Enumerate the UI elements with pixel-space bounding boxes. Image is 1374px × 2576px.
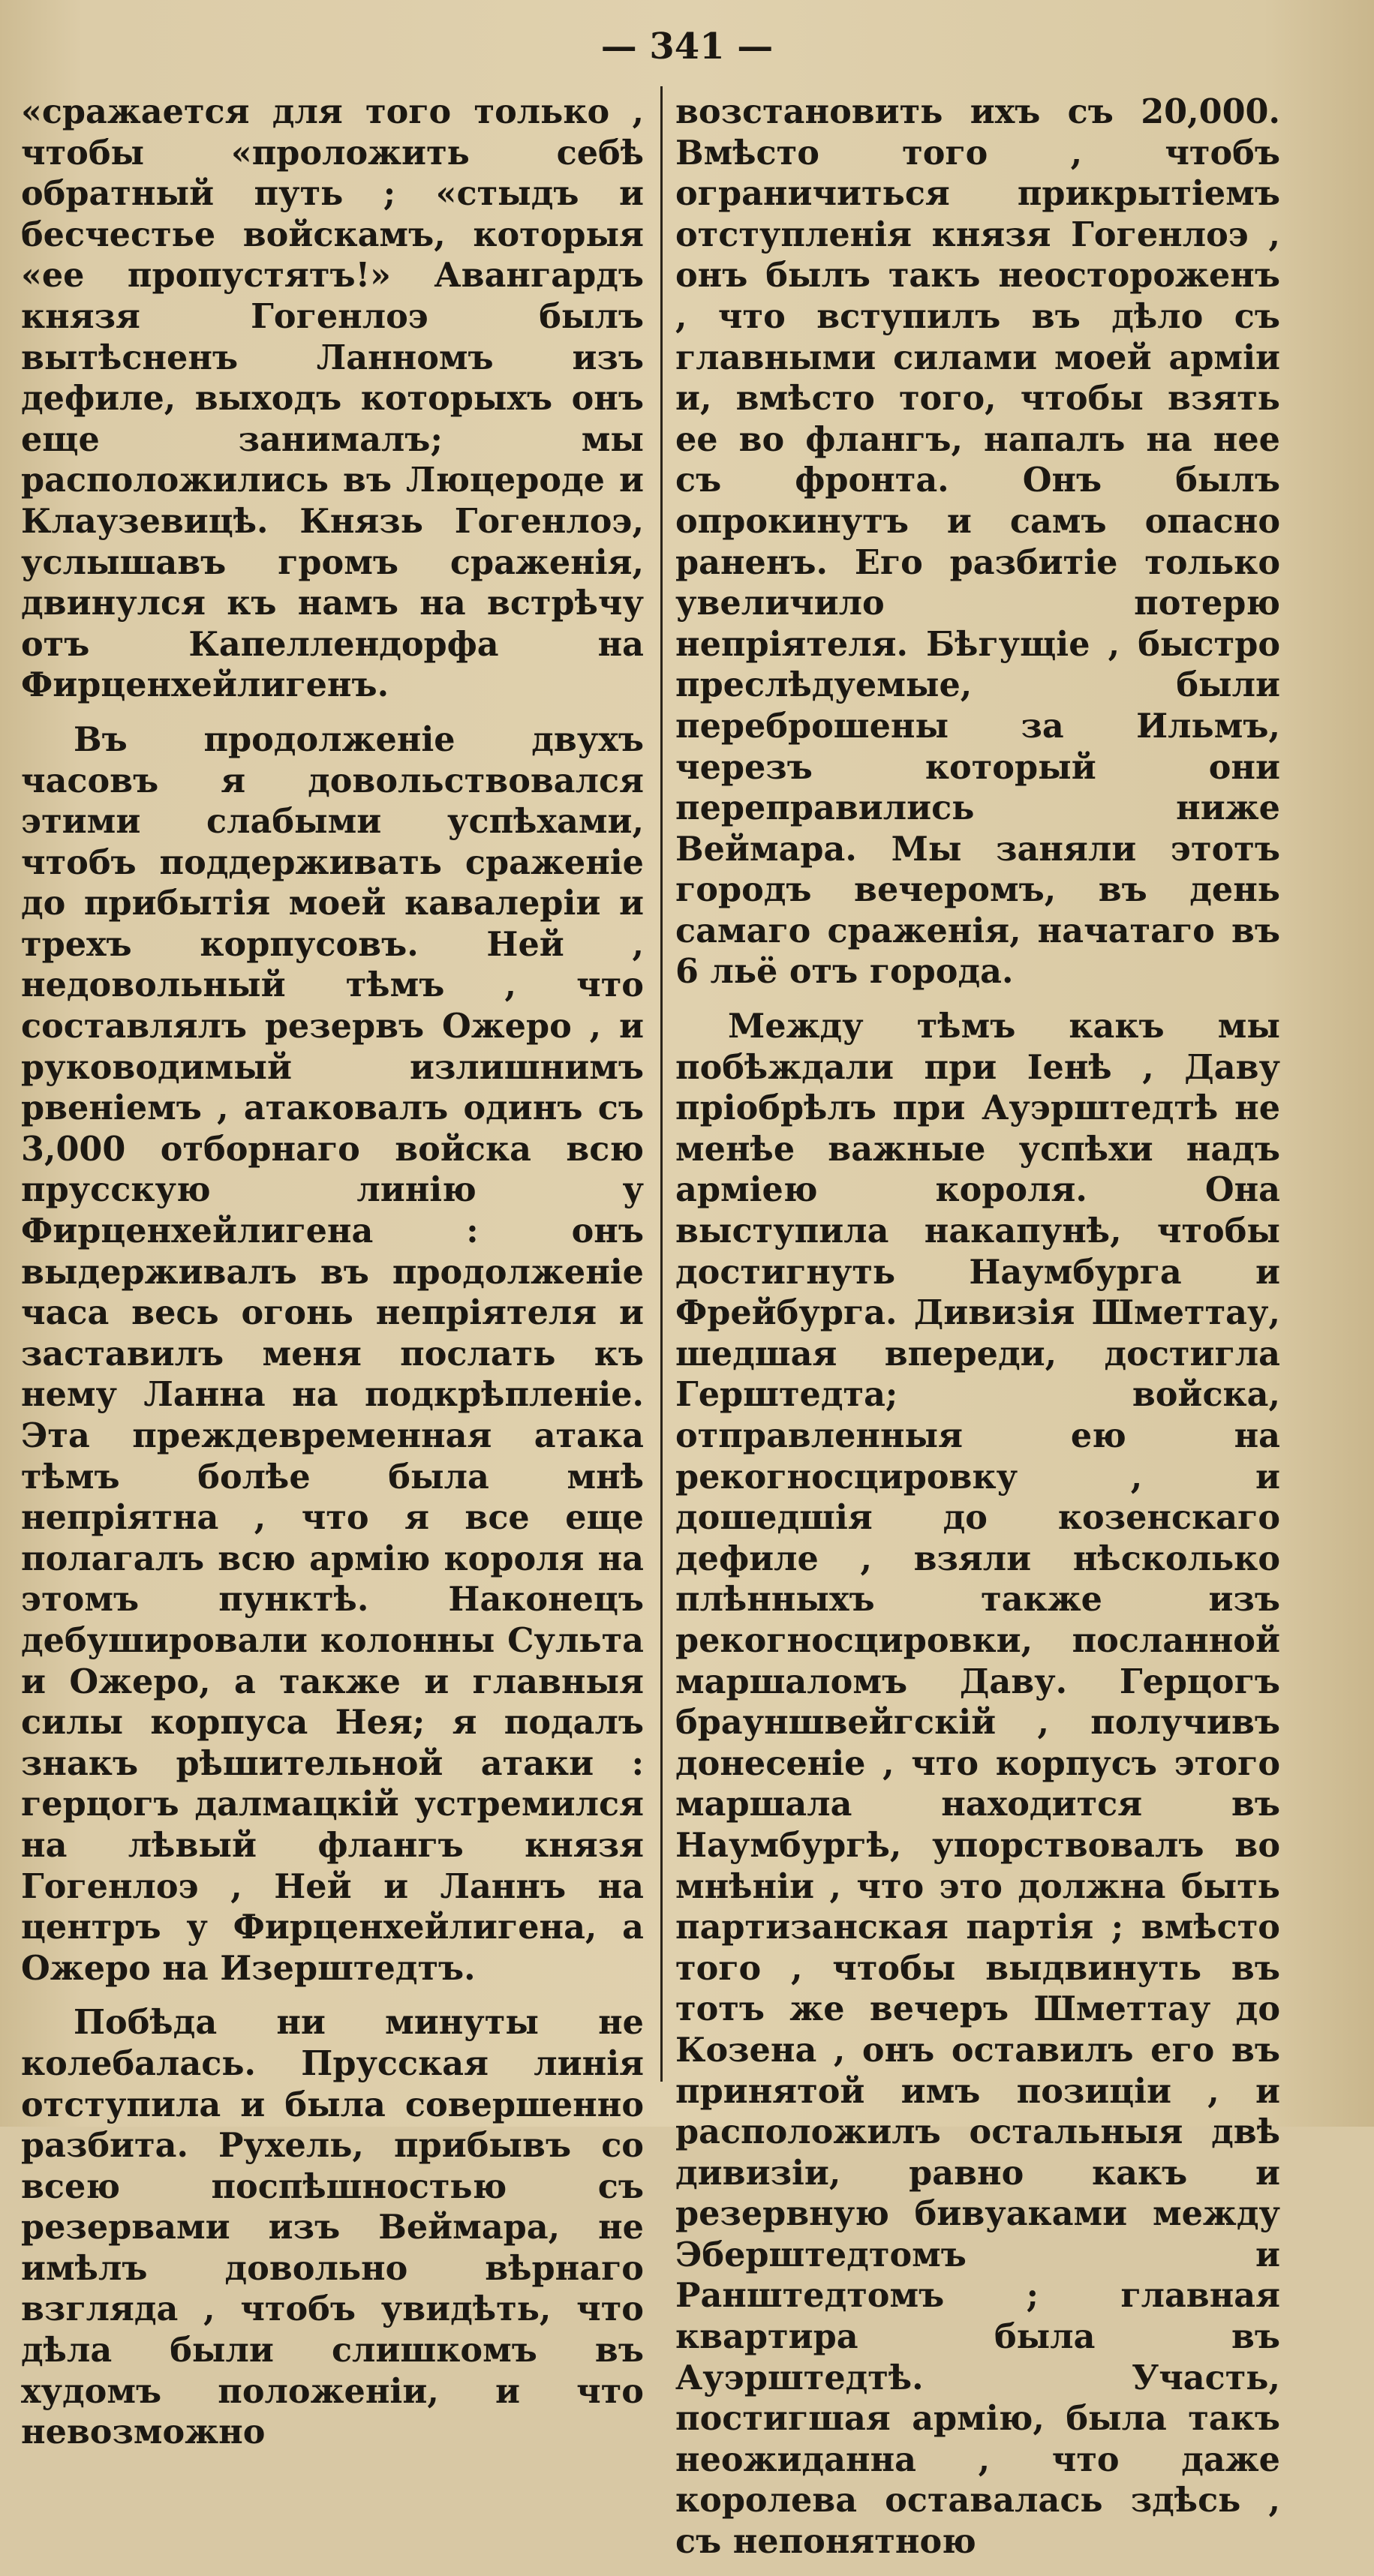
paragraph: Побѣда ни минуты не колебалась. Прусская линія отступила и была совершенно разбита. Рухель, прибывъ со всею поспѣшностью съ резервами изъ Веймара, не имѣлъ довольно вѣрнаго взгляда , чтобъ увидѣть, что дѣла были слишкомъ въ худомъ положеніи, и что невозможно: [21, 2003, 644, 2452]
paragraph: возстановить ихъ съ 20,000. Вмѣсто того , чтобъ ограничиться прикрытіемъ отступленія князя Гогенлоэ , онъ былъ такъ неостороженъ , что вступилъ въ дѣло съ главными силами моей арміи и, вмѣсто того, чтобы взять ее во флангъ, напалъ на нее съ фронта. Онъ былъ опрокинутъ и самъ опасно раненъ. Его разбитіе только увеличило потерю непріятеля. Бѣгущіе , быстро преслѣдуемые, были переброшены за Ильмъ, черезъ который они переправились ниже Веймара. Мы заняли этотъ городъ вечеромъ, въ день самаго сраженія, начатаго въ 6 льё отъ города.: [675, 92, 1280, 992]
paragraph: «сражается для того только , чтобы «проложить себѣ обратный путь ; «стыдъ и бесчестье войскамъ, которыя «ее пропустятъ!» Авангардъ князя Гогенлоэ былъ вытѣсненъ Ланномъ изъ дефиле, выходъ которыхъ онъ еще занималъ; мы расположились въ Люцероде и Клаузевицѣ. Князь Гогенлоэ, услышавъ громъ сраженія, двинулся къ намъ на встрѣчу отъ Капеллендорфа на Фирценхейлигенъ.: [21, 92, 644, 705]
paragraph: Между тѣмъ какъ мы побѣждали при Іенѣ , Даву пріобрѣлъ при Ауэрштедтѣ не менѣе важные успѣхи надъ арміею короля. Она выступила накапунѣ, чтобы достигнуть Наумбурга и Фрейбурга. Дивизія Шметтау, шедшая впереди, достигла Герштедта; войска, отправленныя ею на рекогносцировку , и дошедшія до козенскаго дефиле , взяли нѣсколько плѣнныхъ также изъ рекогносцировки, посланной маршаломъ Даву. Герцогъ брауншвейгскій , получивъ донесеніе , что корпусъ этого маршала находится въ Наумбургѣ, упорствовалъ во мнѣніи , что это должна быть партизанская партія ; вмѣсто того , чтобы выдвинуть въ тотъ же вечеръ Шметтау до Козена , онъ оставилъ его въ принятой имъ позиціи , и расположилъ остальныя двѣ дивизіи, равно какъ и резервную бивуаками между Эберштедтомъ и Ранштедтомъ ; главная квартира была въ Ауэрштедтѣ. Участь, постигшая армію, была такъ неожиданна , что даже королева оставалась здѣсь , съ непонятною: [675, 1007, 1280, 2562]
left-column: [21, 92, 644, 2466]
column-divider: [660, 86, 663, 2082]
page-number: — 341 —: [600, 26, 774, 68]
right-column: [675, 92, 1280, 2576]
paragraph: Въ продолженіе двухъ часовъ я довольствовался этими слабыми успѣхами, чтобъ поддерживать сраженіе до прибытія моей кавалеріи и трехъ корпусовъ. Ней , недовольный тѣмъ , что составлялъ резервъ Ожеро , и руководимый излишнимъ рвеніемъ , атаковалъ одинъ съ 3,000 отборнаго войска всю прусскую линію у Фирценхейлигена : онъ выдерживалъ въ продолженіе часа весь огонь непріятеля и заставилъ меня послать къ нему Ланна на подкрѣпленіе. Эта преждевременная атака тѣмъ болѣе была мнѣ непріятна , что я все еще полагалъ всю армію короля на этомъ пунктѣ. Наконецъ дебушировали колонны Сульта и Ожеро, а также и главныя силы корпуса Нея; я подалъ знакъ рѣшительной атаки : герцогъ далмацкій устремился на лѣвый флангъ князя Гогенлоэ , Ней и Ланнъ на центръ у Фирценхейлигена, а Ожеро на Изерштедтъ.: [21, 719, 644, 1988]
